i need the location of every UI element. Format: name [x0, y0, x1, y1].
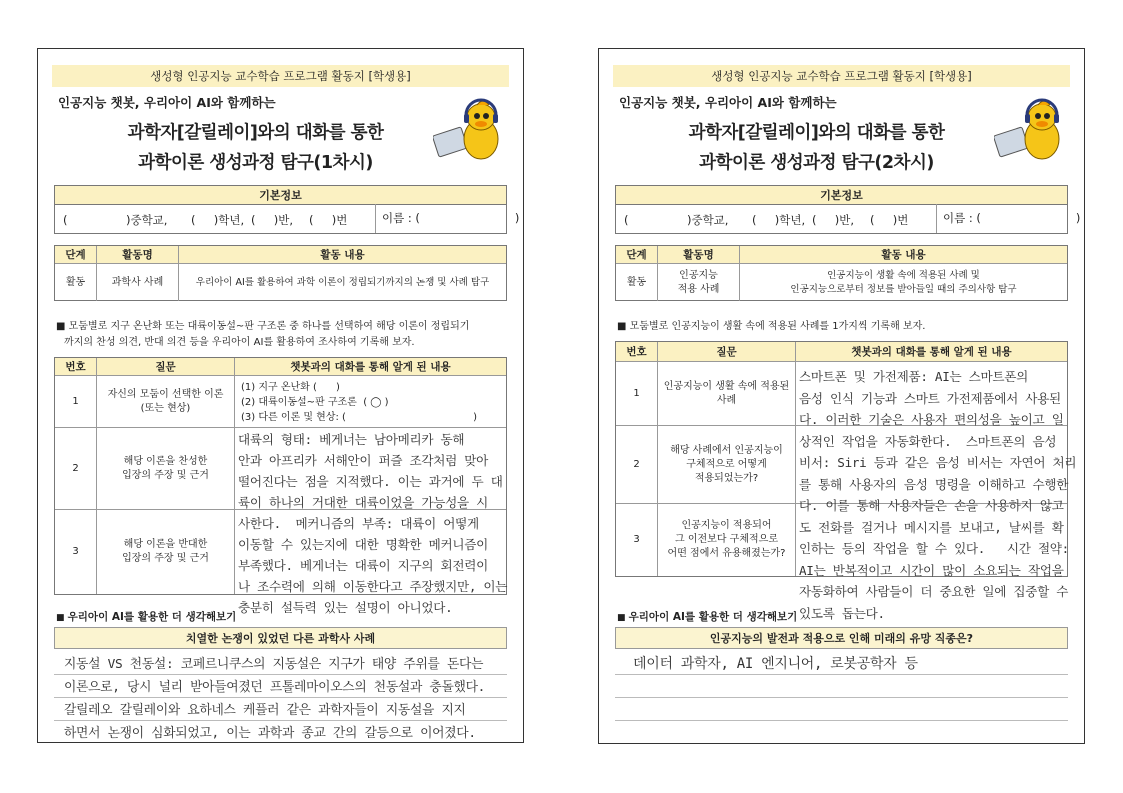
- basic-info-row: [54, 204, 520, 234]
- school-field[interactable]: ( )중학교,: [63, 213, 168, 227]
- activity-content-cell: 인공지능이 생활 속에 적용된 사례 및 인공지능으로부터 정보를 받아들일 때의 주의사항 탐구: [790, 269, 1017, 295]
- name-field[interactable]: 이름 : ( ): [936, 204, 1080, 233]
- option-other-theory[interactable]: (3) 다른 이론 및 현상: ( ): [241, 412, 477, 423]
- row-1-number: 1: [55, 376, 97, 428]
- question-header: 질문: [97, 358, 235, 376]
- row-2-number: 2: [616, 426, 658, 504]
- stage-header: 단계: [616, 246, 658, 264]
- grade-field[interactable]: ( )학년,: [752, 213, 806, 227]
- activity-content-header: 활동 내용: [179, 246, 506, 264]
- basic-info-header: 기본정보: [54, 185, 507, 205]
- class-field[interactable]: ( )반,: [251, 213, 294, 227]
- activity-content-cell: 우리아이 AI를 활용하여 과학 이론이 정립되기까지의 논쟁 및 사례 탐구: [195, 276, 490, 288]
- school-field[interactable]: ( )중학교,: [624, 213, 729, 227]
- duck-mascot-icon: [433, 97, 505, 167]
- main-title-line2: 과학이론 생성과정 탐구(1차시): [138, 153, 373, 173]
- basic-info-row: [615, 204, 1081, 234]
- intro-text: 인공지능 챗봇, 우리아이 AI와 함께하는: [619, 95, 837, 110]
- think-more-label: ■ 우리아이 AI를 활용한 더 생각해보기: [617, 609, 797, 624]
- activity-content-header: 활동 내용: [740, 246, 1067, 264]
- option-global-warming[interactable]: (1) 지구 온난화 ( ): [241, 382, 340, 393]
- row-3-question: 해당 이론을 반대한 입장의 주장 및 근거: [97, 510, 235, 594]
- answer-header: 챗봇과의 대화를 통해 알게 된 내용: [796, 342, 1067, 362]
- question-header: 질문: [658, 342, 796, 362]
- handwritten-answer-ai-case: 스마트폰 및 가전제품: AI는 스마트폰의 음성 인식 기능과 스마트 가전제품에서 사용된 다. 이러한 기술은 사용자 편의성을 높이고 일 상적인 작업을 자동화한다. 스마트폰의 음성 비서: Siri 등과 같은 음성 비서는 자연어 처리 를 통해 사용자의 음성 명령을 이해하고 수행한 다. 이를 통해 사용자들은 손을 사용하지 않고 도 전화를 걸거나 메시지를 보내고, 날씨를 확 인하는 등의 작업을 할 수 있다. 시간 절약: AI는 반복적이고 시간이 많이 소요되는 작업을 자동화하여 사람들이 더 중요한 일에 집중할 수 있도록 돕는다.: [799, 369, 1077, 621]
- think-more-label: ■ 우리아이 AI를 활용한 더 생각해보기: [56, 609, 236, 624]
- row-3-question: 인공지능이 적용되어 그 이전보다 구체적으로 어떤 점에서 유용해졌는가?: [658, 504, 796, 576]
- main-title-line1: 과학자[갈릴레이]와의 대화를 통한: [688, 123, 945, 143]
- stage-cell: 활동: [616, 264, 658, 301]
- grade-field[interactable]: ( )학년,: [191, 213, 245, 227]
- number-header: 번호: [55, 358, 97, 376]
- row-2-question: 해당 이론을 찬성한 입장의 주장 및 근거: [97, 428, 235, 510]
- program-title: 생성형 인공지능 교수학습 프로그램 활동지 [학생용]: [613, 65, 1070, 87]
- think-more-topic-bar: 인공지능의 발전과 적용으로 인해 미래의 유망 직종은?: [615, 627, 1068, 649]
- intro-text: 인공지능 챗봇, 우리아이 AI와 함께하는: [58, 95, 276, 110]
- main-title-line2: 과학이론 생성과정 탐구(2차시): [699, 153, 934, 173]
- class-field[interactable]: ( )반,: [812, 213, 855, 227]
- program-title: 생성형 인공지능 교수학습 프로그램 활동지 [학생용]: [52, 65, 509, 87]
- duck-mascot-icon: [994, 97, 1066, 167]
- activity-name-cell: 과학사 사례: [97, 264, 179, 301]
- task-prompt-line1: ■ 모둠별로 인공지능이 생활 속에 적용된 사례를 1가지씩 기록해 보자.: [617, 321, 926, 332]
- answer-header: 챗봇과의 대화를 통해 알게 된 내용: [235, 358, 506, 376]
- handwritten-answer-theory: 대륙의 형태: 베게너는 남아메리카 동해 안과 아프리카 서해안이 퍼즐 조각처럼 맞아 떨어진다는 점을 지적했다. 이는 과거에 두 대 륙이 하나의 거대한 대륙이었을 가능성을 시 사한다. 메커니즘의 부족: 대륙이 어떻게 이동할 수 있는지에 대한 명확한 메커니즘이 부족했다. 베게너는 대륙이 지구의 회전력이 나 조수력에 의해 이동한다고 주장했지만, 이는 충분히 설득력 있는 설명이 아니었다.: [238, 432, 508, 615]
- row-2-number: 2: [55, 428, 97, 510]
- handwritten-answer-future-jobs: 데이터 과학자, AI 엔지니어, 로봇공학자 등: [633, 656, 918, 672]
- basic-info-header: 기본정보: [615, 185, 1068, 205]
- row-3-number: 3: [616, 504, 658, 576]
- think-more-topic-bar: 치열한 논쟁이 있었던 다른 과학사 사례: [54, 627, 507, 649]
- activity-name-header: 활동명: [97, 246, 179, 264]
- number-header: 번호: [616, 342, 658, 362]
- main-title-line1: 과학자[갈릴레이]와의 대화를 통한: [127, 123, 384, 143]
- number-field[interactable]: ( )번: [870, 213, 909, 227]
- row-3-number: 3: [55, 510, 97, 594]
- handwritten-answer-debate: 지동설 VS 천동설: 코페르니쿠스의 지동설은 지구가 태양 주위를 돈다는 이론으로, 당시 널리 받아들여졌던 프톨레마이오스의 천동설과 충돌했다. 갈릴레오 갈릴레이와 요하네스 케플러 같은 과학자들이 지동설을 지지 하면서 논쟁이 심화되었고, 이는 과학과 종교 간의 갈등으로 이어졌다.: [64, 657, 486, 741]
- activity-name-cell: 인공지능 적용 사례: [658, 264, 740, 301]
- activity-name-header: 활동명: [658, 246, 740, 264]
- worksheet-session-1: [37, 48, 524, 743]
- row-1-question: 자신의 모둠이 선택한 이론 (또는 현상): [97, 376, 235, 428]
- row-2-question: 해당 사례에서 인공지능이 구체적으로 어떻게 적용되었는가?: [658, 426, 796, 504]
- task-prompt-line2: 까지의 찬성 의견, 반대 의견 등을 우리아이 AI를 활용하여 조사하여 기록해 보자.: [64, 337, 415, 348]
- number-field[interactable]: ( )번: [309, 213, 348, 227]
- stage-cell: 활동: [55, 264, 97, 301]
- option-continental-drift[interactable]: (2) 대륙이동설~판 구조론 ( ◯ ): [241, 397, 389, 408]
- task-prompt-line1: ■ 모둠별로 지구 온난화 또는 대륙이동설~판 구조론 중 하나를 선택하여 해당 이론이 정립되기: [56, 321, 470, 332]
- stage-header: 단계: [55, 246, 97, 264]
- worksheet-session-2: [598, 48, 1085, 744]
- row-1-number: 1: [616, 362, 658, 426]
- row-1-question: 인공지능이 생활 속에 적용된 사례: [658, 362, 796, 426]
- stage-table: [615, 245, 1068, 301]
- name-field[interactable]: 이름 : ( ): [375, 204, 519, 233]
- stage-table: [54, 245, 507, 301]
